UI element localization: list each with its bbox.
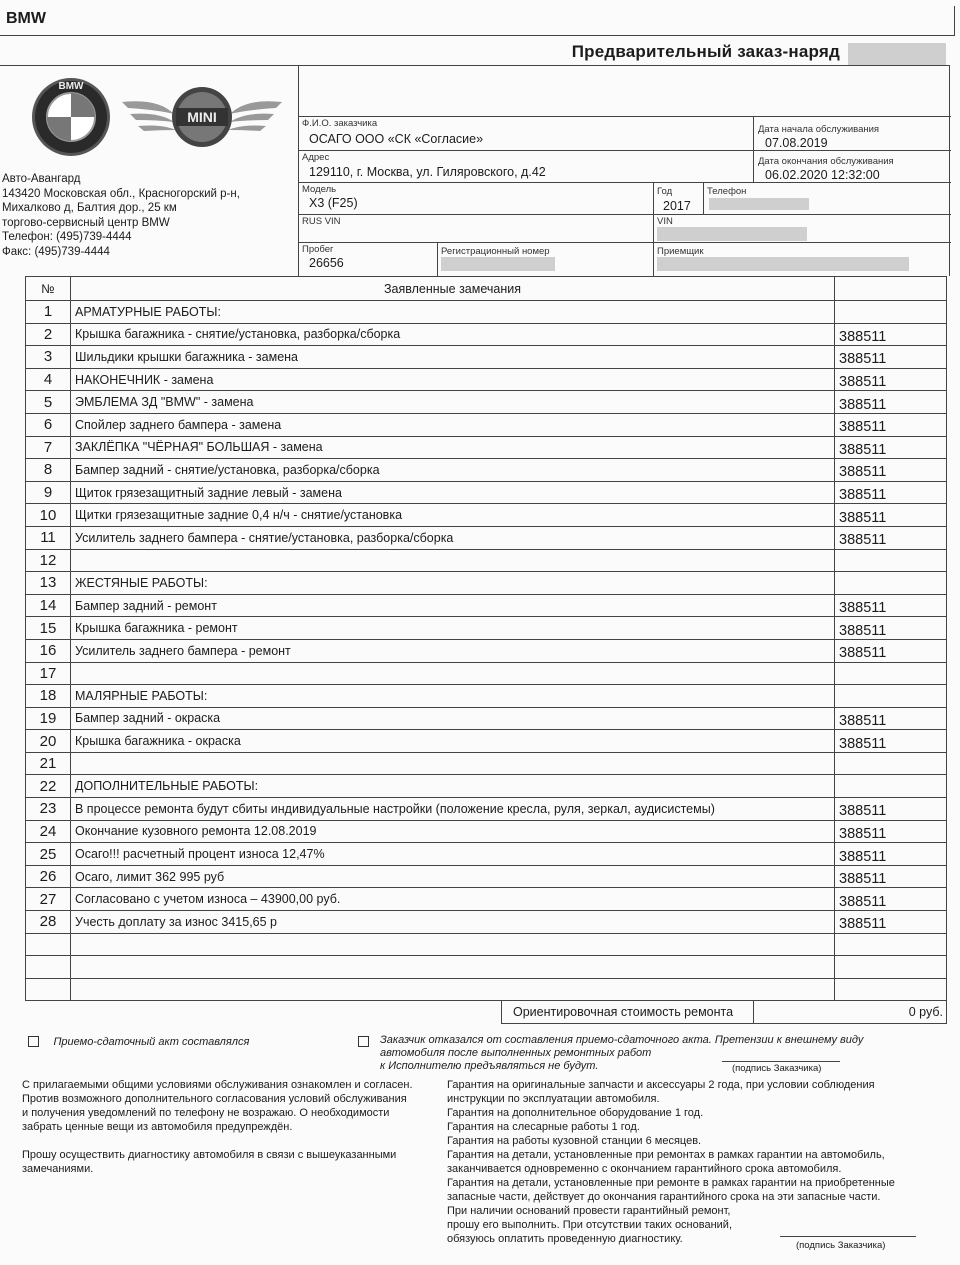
row-code: 388511	[835, 594, 947, 617]
row-remark: Щиток грязезащитный задние левый - замена	[71, 481, 835, 504]
year-label: Год	[657, 186, 673, 197]
row-code: 388511	[835, 707, 947, 730]
row-code: 388511	[835, 820, 947, 843]
table-row	[26, 572, 947, 595]
row-remark: Согласовано с учетом износа – 43900,00 руб.	[71, 888, 835, 911]
dealer-line: Факс: (495)739-4444	[2, 245, 110, 258]
terms-right-line: запасные части, действует до окончания гарантийного срока на эти запасные части.	[447, 1191, 881, 1203]
row-remark: МАЛЯРНЫЕ РАБОТЫ:	[71, 685, 835, 708]
row-code	[835, 301, 947, 324]
terms-left-line: Прошу осуществить диагностику автомобиля в связи с вышеуказанными	[22, 1149, 397, 1161]
terms-left-line: забрать ценные вещи из автомобиля предупреждён.	[22, 1121, 293, 1133]
row-number: 13	[26, 572, 71, 595]
row-number: 27	[26, 888, 71, 911]
redacted-phone	[709, 198, 809, 210]
row-code	[835, 956, 947, 979]
reg-number-label: Регистрационный номер	[441, 246, 550, 257]
row-number: 17	[26, 662, 71, 685]
row-code: 388511	[835, 526, 947, 549]
vin-label: VIN	[657, 216, 673, 227]
model-label: Модель	[302, 184, 337, 195]
signature-line-2	[780, 1236, 916, 1237]
row-remark	[71, 956, 835, 979]
row-code: 388511	[835, 911, 947, 934]
row-number: 2	[26, 323, 71, 346]
redacted-reg-number	[441, 257, 555, 271]
remarks-table	[25, 276, 947, 1001]
row-remark: Бампер задний - снятие/установка, разборка/сборка	[71, 459, 835, 482]
total-row	[25, 1000, 947, 1024]
terms-right-line: Гарантия на дополнительное оборудование 1 год.	[447, 1107, 704, 1119]
row-remark	[71, 978, 835, 1001]
mileage-value: 26656	[309, 256, 344, 270]
row-code: 388511	[835, 346, 947, 369]
year-value: 2017	[663, 199, 691, 213]
row-remark: Бампер задний - ремонт	[71, 594, 835, 617]
mini-logo	[118, 84, 286, 155]
terms-right-line: Гарантия на детали, установленные при ремонте в рамках гарантии на приобретенные	[447, 1177, 895, 1189]
dealer-line: Михалково д, Балтия дор., 25 км	[2, 202, 177, 214]
terms-left-line: Против возможного дополнительного согласования условий обслуживания	[22, 1093, 407, 1105]
table-row	[26, 798, 947, 821]
row-number: 7	[26, 436, 71, 459]
row-code	[835, 662, 947, 685]
customer-value: ОСАГО ООО «СК «Согласие»	[309, 132, 484, 146]
table-row	[26, 662, 947, 685]
row-number: 5	[26, 391, 71, 414]
row-remark: В процессе ремонта будут сбиты индивидуальные настройки (положение кресла, руля, зеркал, аудисистемы)	[71, 798, 835, 821]
start-date-label: Дата начала обслуживания	[758, 124, 880, 135]
row-code	[835, 549, 947, 572]
table-row	[26, 752, 947, 775]
start-date-value: 07.08.2019	[765, 136, 828, 150]
table-row	[26, 391, 947, 414]
terms-right-line: инструкции по эксплуатации автомобиля.	[447, 1093, 660, 1105]
act-refused-text-1: Заказчик отказался от составления приемо-сдаточного акта. Претензии к внешнему виду	[380, 1034, 864, 1046]
table-row	[26, 413, 947, 436]
row-code	[835, 572, 947, 595]
table-row	[26, 820, 947, 843]
dealer-info	[2, 172, 240, 259]
rus-vin-label: RUS VIN	[302, 216, 341, 227]
row-remark: Крышка багажника - снятие/установка, разборка/сборка	[71, 323, 835, 346]
signature-caption-2: (подпись Заказчика)	[796, 1240, 886, 1251]
row-code: 388511	[835, 730, 947, 753]
row-remark: Окончание кузовного ремонта 12.08.2019	[71, 820, 835, 843]
redacted-order-number	[848, 43, 946, 65]
row-remark: НАКОНЕЧНИК - замена	[71, 368, 835, 391]
row-code: 388511	[835, 413, 947, 436]
document-title: Предварительный заказ-наряд	[571, 42, 840, 61]
table-row	[26, 888, 947, 911]
total-label: Ориентировочная стоимость ремонта	[513, 1005, 734, 1019]
row-number	[26, 956, 71, 979]
row-remark: Учесть доплату за износ 3415,65 р	[71, 911, 835, 934]
row-code: 388511	[835, 368, 947, 391]
table-row	[26, 368, 947, 391]
row-code: 388511	[835, 865, 947, 888]
table-row	[26, 911, 947, 934]
row-number: 4	[26, 368, 71, 391]
row-remark: Осаго!!! расчетный процент износа 12,47%	[71, 843, 835, 866]
row-remark: АРМАТУРНЫЕ РАБОТЫ:	[71, 301, 835, 324]
model-value: X3 (F25)	[309, 196, 358, 210]
row-number: 21	[26, 752, 71, 775]
terms-right-line: обязуюсь оплатить проведенную диагностику.	[447, 1233, 683, 1245]
row-number: 18	[26, 685, 71, 708]
row-number: 25	[26, 843, 71, 866]
table-row	[26, 865, 947, 888]
row-number: 24	[26, 820, 71, 843]
row-code: 388511	[835, 323, 947, 346]
table-row	[26, 617, 947, 640]
row-number: 12	[26, 549, 71, 572]
table-row	[26, 933, 947, 956]
table-row	[26, 346, 947, 369]
row-remark: ЖЕСТЯНЫЕ РАБОТЫ:	[71, 572, 835, 595]
table-row	[26, 549, 947, 572]
row-number: 23	[26, 798, 71, 821]
table-row	[26, 436, 947, 459]
table-row	[26, 685, 947, 708]
row-code	[835, 752, 947, 775]
row-number: 28	[26, 911, 71, 934]
table-row	[26, 504, 947, 527]
row-remark: ЭМБЛЕМА ЗД "BMW" - замена	[71, 391, 835, 414]
table-row	[26, 775, 947, 798]
act-compiled	[28, 1034, 249, 1052]
row-code: 388511	[835, 798, 947, 821]
mileage-label: Пробег	[302, 244, 334, 255]
terms-left-line: и получения уведомлений по телефону не возражаю. О необходимости	[22, 1107, 390, 1119]
act-refused-text-3: к Исполнителю предъявляться не будут.	[380, 1060, 599, 1072]
row-number: 14	[26, 594, 71, 617]
terms-right-line: Гарантия на работы кузовной станции 6 месяцев.	[447, 1135, 702, 1147]
row-number: 8	[26, 459, 71, 482]
redacted-receiver	[657, 257, 909, 271]
end-date-label: Дата окончания обслуживания	[758, 156, 894, 167]
dealer-line: Авто-Авангард	[2, 173, 81, 185]
phone-label: Телефон	[707, 186, 747, 197]
row-remark	[71, 933, 835, 956]
terms-left-line: замечаниями.	[22, 1163, 94, 1175]
row-number: 6	[26, 413, 71, 436]
row-number: 19	[26, 707, 71, 730]
row-code	[835, 685, 947, 708]
end-date-value: 06.02.2020 12:32:00	[765, 168, 880, 182]
terms-left	[22, 1078, 442, 1176]
address-label: Адрес	[302, 152, 330, 163]
row-remark: Осаго, лимит 362 995 руб	[71, 865, 835, 888]
receiver-label: Приемщик	[657, 246, 704, 257]
row-remark: ЗАКЛЁПКА "ЧЁРНАЯ" БОЛЬШАЯ - замена	[71, 436, 835, 459]
row-code: 388511	[835, 459, 947, 482]
row-remark: Усилитель заднего бампера - ремонт	[71, 639, 835, 662]
row-code	[835, 775, 947, 798]
col-remarks-header: Заявленные замечания	[71, 277, 835, 301]
title-bar	[0, 36, 950, 66]
row-code: 388511	[835, 504, 947, 527]
signature-caption-1: (подпись Заказчика)	[732, 1063, 822, 1074]
col-code-header	[835, 277, 947, 301]
row-remark	[71, 752, 835, 775]
brand-name: BMW	[6, 10, 46, 27]
table-header-row	[26, 277, 947, 301]
dealer-line: Телефон: (495)739-4444	[2, 231, 132, 243]
row-remark: Крышка багажника - ремонт	[71, 617, 835, 640]
act-refused-text-2: автомобиля после выполненных ремонтных работ	[380, 1047, 652, 1059]
terms-right-line: Гарантия на детали, установленные при ремонтах в рамках гарантии на автомобиль,	[447, 1149, 885, 1161]
col-num-header: №	[26, 277, 71, 301]
dealer-line: торгово-сервисный центр BMW	[2, 216, 170, 229]
row-code: 388511	[835, 481, 947, 504]
row-remark: Бампер задний - окраска	[71, 707, 835, 730]
row-remark: Шильдики крышки багажника - замена	[71, 346, 835, 369]
act-compiled-checkbox[interactable]	[28, 1036, 39, 1047]
act-refused-checkbox[interactable]	[358, 1036, 369, 1047]
terms-right-line: При наличии оснований провести гарантийный ремонт,	[447, 1205, 731, 1217]
table-row	[26, 978, 947, 1001]
act-compiled-label: Приемо-сдаточный акт составлялся	[53, 1036, 250, 1048]
terms-right-line: Гарантия на оригинальные запчасти и аксессуары 2 года, при условии соблюдения	[447, 1079, 875, 1091]
dealer-line: 143420 Московская обл., Красногорский р-н,	[2, 187, 240, 200]
row-number: 22	[26, 775, 71, 798]
row-remark: Усилитель заднего бампера - снятие/установка, разборка/сборка	[71, 526, 835, 549]
row-number: 9	[26, 481, 71, 504]
row-code: 388511	[835, 888, 947, 911]
terms-right-line: Гарантия на слесарные работы 1 год.	[447, 1121, 640, 1133]
table-row	[26, 956, 947, 979]
terms-right-line: заканчивается одновременно с окончанием гарантийного срока автомобиля.	[447, 1163, 842, 1175]
row-remark: Крышка багажника - окраска	[71, 730, 835, 753]
table-row	[26, 301, 947, 324]
row-remark: Щитки грязезащитные задние 0,4 н/ч - снятие/установка	[71, 504, 835, 527]
table-row	[26, 843, 947, 866]
terms-right	[447, 1078, 952, 1246]
row-code: 388511	[835, 617, 947, 640]
table-row	[26, 707, 947, 730]
bmw-logo	[30, 76, 112, 163]
mini-logo-text: MINI	[187, 109, 217, 125]
table-row	[26, 594, 947, 617]
row-code	[835, 933, 947, 956]
redacted-vin	[657, 227, 807, 241]
row-remark	[71, 662, 835, 685]
row-code: 388511	[835, 843, 947, 866]
row-remark: ДОПОЛНИТЕЛЬНЫЕ РАБОТЫ:	[71, 775, 835, 798]
table-row	[26, 639, 947, 662]
row-number: 11	[26, 526, 71, 549]
row-number: 10	[26, 504, 71, 527]
address-value: 129110, г. Москва, ул. Гиляровского, д.42	[309, 165, 546, 179]
row-code: 388511	[835, 639, 947, 662]
table-row	[26, 481, 947, 504]
order-fields	[298, 66, 950, 276]
table-row	[26, 730, 947, 753]
bmw-logo-text: BMW	[58, 81, 84, 92]
terms-right-line: прошу его выполнить. При отсутствии таких оснований,	[447, 1219, 733, 1231]
row-number	[26, 978, 71, 1001]
signature-line-1	[722, 1061, 840, 1062]
row-number: 1	[26, 301, 71, 324]
row-number: 16	[26, 639, 71, 662]
row-number: 3	[26, 346, 71, 369]
brand-bar	[0, 6, 955, 36]
row-number: 20	[26, 730, 71, 753]
customer-label: Ф.И.О. заказчика	[302, 118, 378, 129]
row-number: 15	[26, 617, 71, 640]
row-code: 388511	[835, 391, 947, 414]
row-remark: Спойлер заднего бампера - замена	[71, 413, 835, 436]
row-number	[26, 933, 71, 956]
act-refused	[358, 1034, 950, 1073]
row-code	[835, 978, 947, 1001]
total-value: 0 руб.	[908, 1005, 943, 1019]
row-number: 26	[26, 865, 71, 888]
table-row	[26, 323, 947, 346]
row-code: 388511	[835, 436, 947, 459]
row-remark	[71, 549, 835, 572]
terms-left-line: С прилагаемыми общими условиями обслуживания ознакомлен и согласен.	[22, 1079, 413, 1091]
table-row	[26, 526, 947, 549]
table-row	[26, 459, 947, 482]
